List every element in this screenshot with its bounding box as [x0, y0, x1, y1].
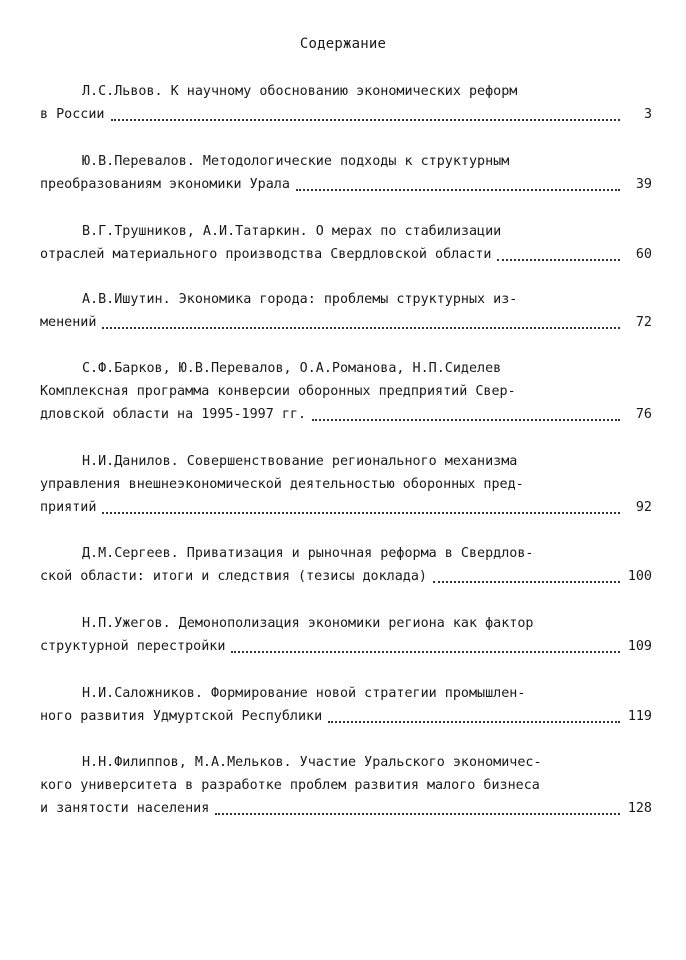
entry-last-line: отраслей материального производства Свердловской области	[40, 247, 492, 262]
entry-leader-line	[40, 103, 652, 126]
dot-leader	[433, 581, 620, 583]
entry-line: Н.Н.Филиппов, М.А.Мельков. Участие Уральского экономичес-	[82, 755, 542, 770]
entry-line: А.В.Ишутин. Экономика города: проблемы структурных из-	[82, 292, 518, 307]
dot-leader	[312, 419, 620, 421]
entry-line: Ю.В.Перевалов. Методологические подходы к структурным	[82, 154, 510, 169]
entry-leader-line	[40, 311, 652, 334]
entry-line: кого университета в разработке проблем развития малого бизнеса	[40, 778, 540, 793]
toc-entry	[40, 751, 652, 820]
entry-last-line: и занятости населения	[40, 801, 210, 816]
entry-last-line: менений	[40, 315, 97, 330]
entry-line: Л.С.Львов. К научному обоснованию экономических реформ	[82, 84, 518, 99]
entry-last-line: ного развития Удмуртской Республики	[40, 709, 323, 724]
dot-leader	[102, 327, 620, 329]
entry-line: Н.И.Саложников. Формирование новой стратегии промышлен-	[82, 686, 526, 701]
entry-last-line: преобразованиям экономики Урала	[40, 177, 290, 192]
toc-entry	[40, 612, 652, 658]
toc-heading: Содержание	[299, 36, 387, 52]
entry-last-line: ской области: итоги и следствия (тезисы доклада)	[40, 569, 427, 584]
entry-line: Н.И.Данилов. Совершенствование регионального механизма	[82, 454, 518, 469]
entry-last-line: приятий	[40, 500, 97, 515]
entry-last-line: дловской области на 1995-1997 гг.	[40, 407, 307, 422]
toc-entry	[40, 682, 652, 728]
entry-leader-line	[40, 565, 652, 588]
page-number: 3	[643, 107, 652, 122]
entry-line: Комплексная программа конверсии оборонных предприятий Свер-	[40, 384, 516, 399]
dot-leader	[102, 512, 620, 514]
toc-entry	[40, 542, 652, 588]
entry-line: В.Г.Трушников, А.И.Татаркин. О мерах по стабилизации	[82, 224, 502, 239]
dot-leader	[215, 813, 620, 815]
dot-leader	[296, 189, 620, 191]
entry-leader-line	[40, 705, 652, 728]
page-number: 76	[635, 407, 652, 422]
toc-entry	[40, 288, 652, 334]
entry-leader-line	[40, 496, 652, 519]
toc-entry	[40, 220, 652, 266]
toc-entry	[40, 150, 652, 196]
page-number: 92	[635, 500, 652, 515]
page-number: 39	[635, 177, 652, 192]
entry-leader-line	[40, 635, 652, 658]
page-number: 60	[635, 247, 652, 262]
page-number: 72	[635, 315, 652, 330]
toc-entry	[40, 80, 652, 126]
toc-entry	[40, 450, 652, 519]
entry-line: Н.П.Ужегов. Демонополизация экономики региона как фактор	[82, 616, 534, 631]
page-number: 109	[627, 639, 652, 654]
page-number: 128	[627, 801, 652, 816]
entry-leader-line	[40, 243, 652, 266]
entry-line: Д.М.Сергеев. Приватизация и рыночная реформа в Свердлов-	[82, 546, 534, 561]
toc-entry	[40, 357, 652, 426]
dot-leader	[328, 721, 620, 723]
entry-line: управления внешнеэкономической деятельностью оборонных пред-	[40, 477, 524, 492]
entry-leader-line	[40, 797, 652, 820]
entry-leader-line	[40, 173, 652, 196]
entry-leader-line	[40, 403, 652, 426]
dot-leader	[497, 259, 620, 261]
entry-last-line: в России	[40, 107, 105, 122]
dot-leader	[231, 651, 620, 653]
entry-last-line: структурной перестройки	[40, 639, 226, 654]
dot-leader	[111, 119, 621, 121]
page-number: 100	[627, 569, 652, 584]
page-number: 119	[627, 709, 652, 724]
entry-line: С.Ф.Барков, Ю.В.Перевалов, О.А.Романова, Н.П.Сиделев	[82, 361, 502, 376]
